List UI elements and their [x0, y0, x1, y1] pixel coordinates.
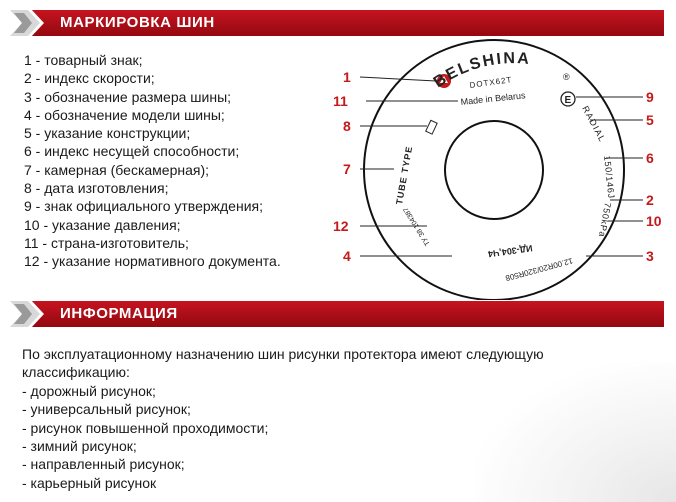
tire-brand: BELSHINA [430, 50, 532, 92]
approval-mark: E [564, 95, 572, 106]
marking-title: МАРКИРОВКА ШИН [60, 14, 215, 31]
tire-size: 12.00R20/320R508 [504, 256, 574, 283]
legend-item: 2 - индекс скорости; [24, 70, 155, 87]
tire-made-in: Made in Belarus [460, 90, 526, 107]
legend-item: 10 - указание давления; [24, 216, 181, 233]
info-list-item: - рисунок повышенной проходимости; [22, 419, 269, 436]
registered-mark: ® [563, 72, 570, 82]
legend-item: 7 - камерная (бескамерная); [24, 161, 210, 178]
callout-9: 9 [646, 89, 654, 105]
info-list-item: - зимний рисунок; [22, 438, 137, 455]
info-title: ИНФОРМАЦИЯ [60, 305, 178, 322]
callout-3: 3 [646, 248, 654, 264]
info-list-item: - универсальный рисунок; [22, 401, 191, 418]
legend-item: 11 - страна-изготовитель; [24, 234, 189, 251]
legend-item: 4 - обозначение модели шины; [24, 106, 225, 123]
legend-item: 12 - указание нормативного документа. [24, 253, 281, 270]
legend-item: 3 - обозначение размера шины; [24, 88, 232, 105]
callout-2: 2 [646, 192, 654, 208]
tire-inner-circle [445, 121, 543, 219]
callout-5: 5 [646, 112, 654, 128]
tire-load-speed: 150/146J [602, 155, 617, 200]
legend-item: 6 - индекс несущей способности; [24, 143, 240, 160]
callout-8: 8 [343, 118, 351, 134]
callout-1: 1 [343, 69, 351, 85]
callout-4: 4 [343, 248, 351, 264]
info-list-item: - карьерный рисунок [22, 474, 157, 491]
legend-item: 8 - дата изготовления; [24, 180, 169, 197]
tire-pressure: 750kPa [596, 201, 613, 239]
legend-item: 1 - товарный знак; [24, 52, 143, 68]
callout-6: 6 [646, 150, 654, 166]
info-header [8, 299, 664, 329]
callout-10: 10 [646, 213, 662, 229]
info-intro-line: По эксплуатационному назначению шин рисунки протектора имеют следующую [22, 346, 544, 362]
info-list-item: - дорожный рисунок; [22, 382, 156, 399]
info-intro-line: классификацию: [22, 364, 130, 381]
tire-model: ИД-304,Ч4 [487, 243, 534, 260]
tire-tube-type: TUBE TYPE [394, 144, 415, 206]
callout-7: 7 [343, 161, 351, 177]
tire-standard: ТУ 38 104387 [402, 205, 432, 247]
chevron-icon [8, 299, 50, 329]
callout-12: 12 [333, 218, 349, 234]
tire-radial: RADIAL [580, 104, 608, 145]
legend-item: 5 - указание конструкции; [24, 125, 191, 142]
info-body [22, 345, 662, 492]
tire-dot: DOTX62T [469, 75, 513, 90]
info-list-item: - направленный рисунок; [22, 456, 185, 473]
legend-item: 9 - знак официального утверждения; [24, 198, 263, 215]
callout-11: 11 [333, 93, 348, 109]
